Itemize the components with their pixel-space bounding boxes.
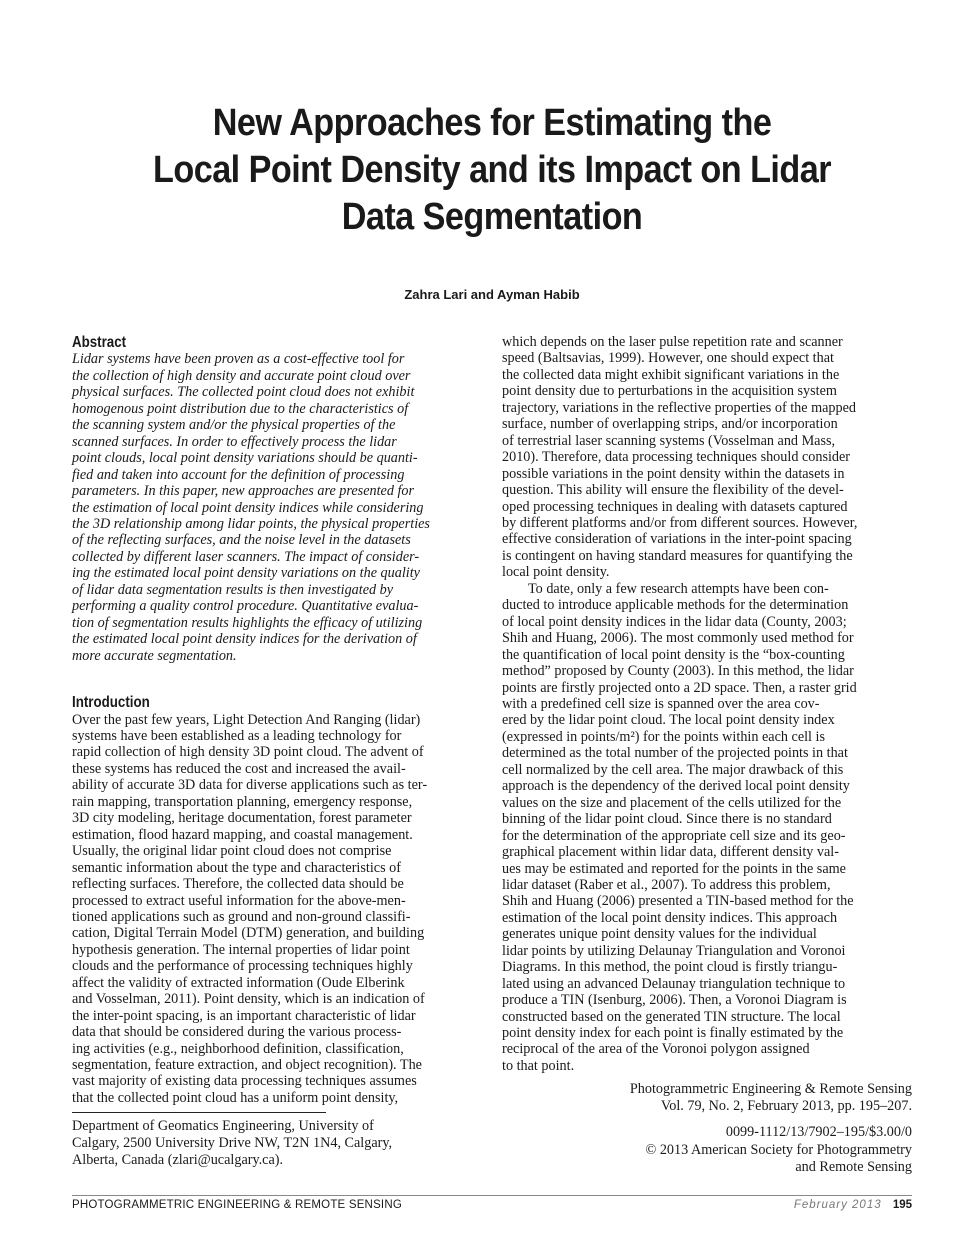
text-line: To date, only a few research attempts have been con- [528, 580, 829, 597]
text-line: trajectory, variations in the reflective properties of the mapped [502, 399, 857, 416]
page-number: 195 [892, 1199, 912, 1211]
text-line: estimation, flood hazard mapping, and coastal management. [72, 826, 413, 843]
text-line: approach is the dependency of the derived local point density [502, 778, 850, 795]
text-line: point density due to perturbations in the acquisition system [502, 383, 837, 400]
affiliation-line: Department of Geomatics Engineering, University of [72, 1118, 374, 1134]
text-line: question. This ability will ensure the flexibility of the devel- [502, 482, 844, 499]
text-line: which depends on the laser pulse repetition rate and scanner [502, 334, 843, 350]
volume-info: Vol. 79, No. 2, February 2013, pp. 195–207. [660, 1098, 912, 1115]
text-line: parameters. In this paper, new approaches are presented for [72, 483, 415, 500]
text-line: rapid collection of high density 3D point cloud. The advent of [72, 744, 424, 761]
text-line: of local point density indices in the lidar data (County, 2003; [502, 613, 847, 630]
text-line: the scanning system and/or the physical properties of the [72, 417, 396, 434]
text-line: local point density. [502, 564, 610, 581]
text-line: the collection of high density and accurate point cloud over [72, 367, 411, 384]
text-line: surface, number of overlapping strips, and/or incorporation [502, 416, 838, 433]
text-line: the quantification of local point density is the “box-counting [502, 646, 845, 663]
article-code: 0099-1112/13/7902–195/$3.00/0 [725, 1124, 912, 1141]
text-line: reciprocal of the area of the Voronoi polygon assigned [502, 1041, 810, 1058]
introduction-heading: Introduction [72, 694, 150, 712]
text-line: produce a TIN (Isenburg, 2006). Then, a Voronoi Diagram is [502, 992, 847, 1009]
text-line: Lidar systems have been proven as a cost-effective tool for [72, 351, 405, 368]
text-line: points are firstly projected onto a 2D space. Then, a raster grid [502, 679, 857, 696]
text-line: systems have been established as a leading technology for [72, 727, 402, 744]
text-line: Shih and Huang (2006) presented a TIN-based method for the [502, 893, 854, 910]
text-line: cell normalized by the cell area. The major drawback of this [502, 761, 844, 778]
text-line: 3D city modeling, heritage documentation, forest parameter [72, 810, 412, 827]
copyright-line: © 2013 American Society for Photogrammetry [645, 1141, 912, 1158]
text-line: performing a quality control procedure. Quantitative evalua- [72, 598, 419, 615]
text-line: the 3D relationship among lidar points, the physical properties [72, 515, 430, 532]
text-line: rain mapping, transportation planning, emergency response, [72, 793, 413, 810]
text-line: ues may be estimated and reported for the points in the same [502, 860, 846, 877]
introduction-section [72, 694, 484, 1106]
affiliation-line: Calgary, 2500 University Drive NW, T2N 1N4, Calgary, [72, 1135, 393, 1151]
text-line: homogenous point distribution due to the characteristics of [72, 400, 409, 417]
text-line: clouds and the performance of processing techniques highly [72, 958, 413, 975]
text-line: values on the size and placement of the cells utilized for the [502, 794, 842, 811]
text-line: with a predefined cell size is spanned over the area cov- [502, 695, 820, 712]
text-line: scanned surfaces. In order to effectively process the lidar [72, 433, 397, 450]
text-line: point clouds, local point density variations should be quanti- [72, 450, 418, 467]
text-line: ducted to introduce applicable methods for the determination [502, 597, 849, 614]
text-line: speed (Baltsavias, 1999). However, one should expect that [502, 350, 834, 367]
text-line: of the reflecting surfaces, and the noise level in the datasets [72, 532, 411, 549]
text-line: ered by the lidar point cloud. The local point density index [502, 712, 835, 729]
text-line: Shih and Huang, 2006). The most commonly used method for [502, 630, 854, 647]
copyright-line: and Remote Sensing [795, 1158, 912, 1175]
text-line: of terrestrial laser scanning systems (Vosselman and Mass, [502, 432, 836, 449]
text-line: method” proposed by County (2003). In this method, the lidar [502, 663, 854, 680]
text-line: segmentation, feature extraction, and object recognition). The [72, 1057, 422, 1074]
text-line: reflecting surfaces. Therefore, the collected data should be [72, 876, 404, 893]
text-line: ability of accurate 3D data for diverse applications such as ter- [72, 777, 428, 794]
footer-journal: PHOTOGRAMMETRIC ENGINEERING & REMOTE SENSING [72, 1199, 402, 1211]
footer-page-info [794, 1199, 912, 1211]
text-line: affect the validity of extracted information (Oude Elberink [72, 974, 405, 991]
text-line: vast majority of existing data processing techniques assumes [72, 1073, 417, 1090]
text-line: cation, Digital Terrain Model (DTM) generation, and building [72, 925, 425, 942]
text-line: more accurate segmentation. [72, 647, 237, 664]
authors: Zahra Lari and Ayman Habib [404, 287, 580, 302]
text-line: Over the past few years, Light Detection And Ranging (lidar) [72, 711, 421, 728]
text-line: effective consideration of variations in the inter-point spacing [502, 531, 852, 548]
text-line: the estimated local point density indices for the derivation of [72, 631, 417, 648]
text-line: for the determination of the appropriate cell size and its geo- [502, 827, 846, 844]
affiliation-footnote [72, 1118, 484, 1169]
text-line: semantic information about the type and characteristics of [72, 859, 401, 876]
text-line: tion of segmentation results highlights the efficacy of utilizing [72, 614, 423, 631]
left-column [72, 334, 484, 1106]
text-line: the estimation of local point density indices while considering [72, 499, 424, 516]
footer-rule [72, 1195, 912, 1196]
introduction-body [72, 712, 484, 1107]
text-line: data that should be considered during the various process- [72, 1024, 402, 1041]
text-line: (expressed in points/m²) for the points within each cell is [502, 728, 826, 745]
text-line: that the collected point cloud has a uniform point density, [72, 1089, 399, 1106]
text-line: tioned applications such as ground and non-ground classifi- [72, 908, 411, 925]
text-line: constructed based on the generated TIN structure. The local [502, 1008, 841, 1025]
text-line: of lidar data segmentation results is then investigated by [72, 581, 394, 598]
paper-title [103, 100, 881, 241]
text-line: lated using an advanced Delaunay triangulation technique to [502, 975, 846, 992]
paragraph [502, 334, 914, 581]
text-line: point density index for each point is finally estimated by the [502, 1025, 844, 1042]
text-line: is contingent on having standard measures for quantifying the [502, 547, 853, 564]
title-line: Data Segmentation [341, 196, 643, 238]
text-line: and Vosselman, 2011). Point density, which is an indication of [72, 991, 425, 1008]
text-line: Usually, the original lidar point cloud does not comprise [72, 843, 392, 860]
footnote-rule [72, 1112, 326, 1113]
text-line: lidar points by utilizing Delaunay Triangulation and Voronoi [502, 942, 846, 959]
abstract-section [72, 334, 484, 664]
text-line: processed to extract useful information for the above-men- [72, 892, 406, 909]
text-line: to that point. [502, 1057, 575, 1074]
right-column [502, 334, 914, 1074]
text-line: the inter-point spacing, is an important characteristic of lidar [72, 1007, 416, 1024]
text-line: lidar dataset (Raber et al., 2007). To address this problem, [502, 876, 831, 893]
text-line: possible variations in the point density within the datasets in [502, 465, 845, 482]
text-line: estimation of the local point density indices. This approach [502, 909, 838, 926]
text-line: graphical placement within lidar data, different density val- [502, 844, 839, 861]
text-line: collected by different laser scanners. The impact of consider- [72, 548, 420, 565]
footer-date: February 2013 [793, 1199, 882, 1211]
text-line: ing activities (e.g., neighborhood definition, classification, [72, 1040, 404, 1057]
journal-name: Photogrammetric Engineering & Remote Sensing [629, 1081, 912, 1097]
paragraph [502, 581, 914, 1075]
affiliation-line: Alberta, Canada (zlari@ucalgary.ca). [72, 1152, 284, 1168]
text-line: ing the estimated local point density variations on the quality [72, 565, 420, 582]
text-line: 2010). Therefore, data processing techniques should consider [502, 449, 851, 466]
text-line: generates unique point density values for the individual [502, 926, 817, 943]
text-line: binning of the lidar point cloud. Since there is no standard [502, 811, 832, 828]
text-line: the collected data might exhibit significant variations in the [502, 366, 840, 383]
title-line: New Approaches for Estimating the [212, 102, 772, 144]
abstract-body [72, 351, 484, 664]
text-line: these systems has reduced the cost and increased the avail- [72, 760, 406, 777]
text-line: Diagrams. In this method, the point cloud is firstly triangu- [502, 959, 838, 976]
abstract-heading: Abstract [72, 334, 127, 351]
text-line: determined as the total number of the projected points in that [502, 745, 848, 762]
text-line: oped processing techniques in dealing with datasets captured [502, 498, 848, 515]
text-line: fied and taken into account for the definition of processing [72, 466, 405, 483]
title-line: Local Point Density and its Impact on Lidar [153, 149, 831, 191]
text-line: by different platforms and/or from different sources. However, [502, 514, 858, 531]
text-line: physical surfaces. The collected point cloud does not exhibit [72, 384, 415, 401]
text-line: hypothesis generation. The internal properties of lidar point [72, 941, 410, 958]
publication-info [540, 1081, 912, 1176]
